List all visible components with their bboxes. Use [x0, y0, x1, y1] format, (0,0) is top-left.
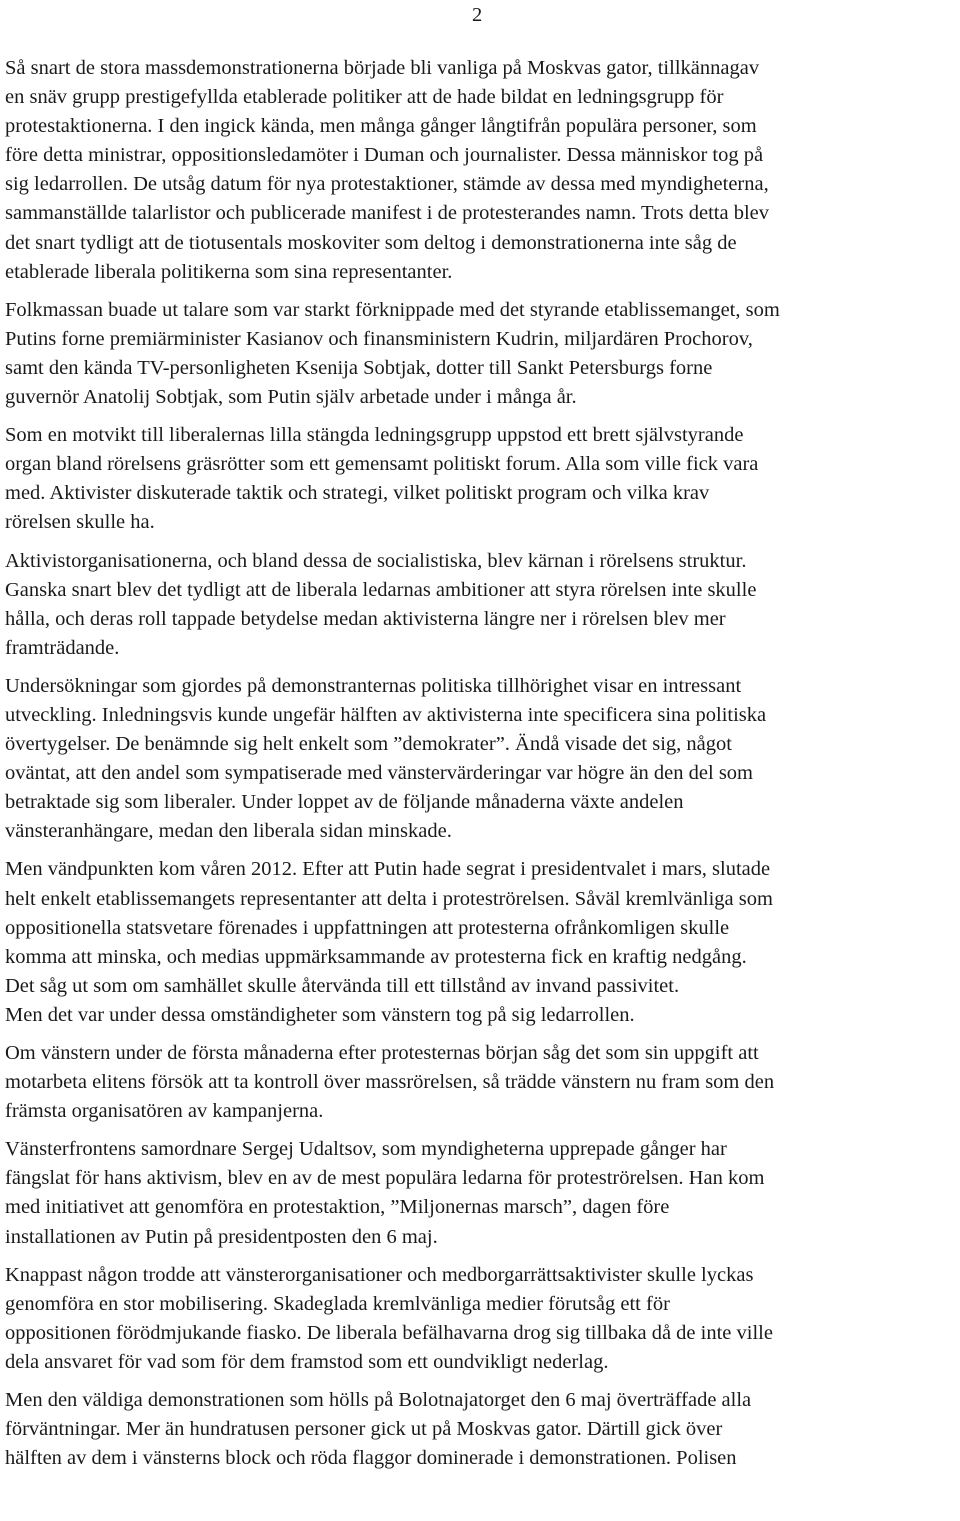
text-line: Putins forne premiärminister Kasianov och finansministern Kudrin, miljardären Prochorov,: [5, 327, 753, 350]
text-line: betraktade sig som liberaler. Under loppet av de följande månaderna växte andelen: [5, 791, 684, 814]
text-line: Så snart de stora massdemonstrationerna började bli vanliga på Moskvas gator, tillkännagav: [5, 57, 760, 79]
text-line: sammanställde talarlistor och publicerade manifest i de protesterandes namn. Trots detta blev: [5, 202, 769, 225]
text-line: Vänsterfrontens samordnare Sergej Udaltsov, som myndigheterna upprepade gånger har: [5, 1138, 727, 1161]
paragraph: [5, 1039, 950, 1126]
text-line: Undersökningar som gjordes på demonstranternas politiska tillhörighet visar en intressant: [5, 674, 742, 697]
text-line: Men det var under dessa omständigheter som vänstern tog på sig ledarrollen.: [5, 1003, 635, 1026]
paragraph: [5, 1135, 950, 1251]
text-line: oppositionella statsvetare förenades i uppfattningen att protesterna ofrånkomligen skulle: [5, 916, 730, 939]
text-line: Om vänstern under de första månaderna efter protesternas början såg det som sin uppgift att: [5, 1042, 759, 1064]
text-line: dela ansvaret för vad som för dem framstod som ett oundvikligt nederlag.: [5, 1350, 609, 1373]
text-line: Aktivistorganisationerna, och bland dessa de socialistiska, blev kärnan i rörelsens struktur.: [5, 549, 747, 572]
text-line: framträdande.: [5, 636, 120, 659]
text-line: Ganska snart blev det tydligt att de liberala ledarnas ambitioner att styra rörelsen inte skulle: [5, 578, 757, 601]
body-text: [5, 54, 950, 1482]
text-line: oppositionen förödmjukande fiasko. De liberala befälhavarna drog sig tillbaka då de inte ville: [5, 1321, 773, 1344]
text-line: organ bland rörelsens gräsrötter som ett gemensamt politiskt forum. Alla som ville fick vara: [5, 453, 759, 476]
text-line: etablerade liberala politikerna som sina representanter.: [5, 260, 453, 283]
text-line: vänsteranhängare, medan den liberala sidan minskade.: [5, 820, 452, 843]
text-line: helt enkelt etablissemangets representanter att delta i proteströrelsen. Såväl kremlvänliga som: [5, 887, 773, 910]
page-number: 2: [472, 4, 483, 26]
text-line: övertygelser. De benämnde sig helt enkelt som ”demokrater”. Ändå visade det sig, något: [5, 733, 732, 756]
text-line: fängslat för hans aktivism, blev en av de mest populära ledarna för proteströrelsen. Han kom: [5, 1167, 765, 1190]
text-line: hålla, och deras roll tappade betydelse medan aktivisterna längre ner i rörelsen blev mer: [5, 607, 726, 630]
text-line: installationen av Putin på presidentposten den 6 maj.: [5, 1225, 438, 1248]
text-line: med initiativet att genomföra en protestaktion, ”Miljonernas marsch”, dagen före: [5, 1196, 670, 1219]
text-line: guvernör Anatolij Sobtjak, som Putin själv arbetade under i många år.: [5, 386, 577, 409]
text-line: en snäv grupp prestigefyllda etablerade politiker att de hade bildat en ledningsgrupp för: [5, 86, 724, 109]
text-line: protestaktionerna. I den ingick kända, men många gånger långtifrån populära personer, som: [5, 115, 757, 138]
paragraph: [5, 296, 950, 412]
text-line: genomföra en stor mobilisering. Skadeglada kremlvänliga medier förutsåg ett för: [5, 1292, 670, 1315]
text-line: komma att minska, och medias uppmärksammande av protesterna fick en kraftig nedgång.: [5, 945, 747, 968]
paragraph: [5, 1386, 950, 1473]
text-line: Folkmassan buade ut talare som var starkt förknippade med det styrande etablissemanget, som: [5, 298, 780, 321]
text-line: det snart tydligt att de tiotusentals moskoviter som deltog i demonstrationerna inte såg de: [5, 231, 737, 254]
paragraph: [5, 855, 950, 1030]
paragraph: [5, 672, 950, 847]
text-line: Det såg ut som om samhället skulle återvända till ett tillstånd av invand passivitet.: [5, 974, 680, 997]
text-line: Men vändpunkten kom våren 2012. Efter att Putin hade segrat i presidentvalet i mars, slutade: [5, 858, 771, 881]
paragraph: [5, 547, 950, 663]
paragraph: [5, 1261, 950, 1377]
text-line: före detta ministrar, oppositionsledamöter i Duman och journalister. Dessa människor tog på: [5, 144, 764, 167]
text-line: motarbeta elitens försök att ta kontroll över massrörelsen, så trädde vänstern nu fram som den: [5, 1071, 775, 1094]
text-line: rörelsen skulle ha.: [5, 511, 155, 534]
text-line: sig ledarrollen. De utsåg datum för nya protestaktioner, stämde av dessa med myndigheterna,: [5, 173, 769, 196]
text-line: oväntat, att den andel som sympatiserade med vänstervärderingar var högre än den del som: [5, 762, 753, 785]
text-line: med. Aktivister diskuterade taktik och strategi, vilket politiskt program och vilka krav: [5, 482, 710, 505]
text-line: Knappast någon trodde att vänsterorganisationer och medborgarrättsaktivister skulle lyckas: [5, 1263, 754, 1286]
text-line: främsta organisatören av kampanjerna.: [5, 1100, 324, 1123]
text-line: samt den kända TV-personligheten Ksenija Sobtjak, dotter till Sankt Petersburgs forne: [5, 356, 713, 379]
text-line: utveckling. Inledningsvis kunde ungefär hälften av aktivisterna inte specificera sina politiska: [5, 703, 767, 726]
text-line: förväntningar. Mer än hundratusen personer gick ut på Moskvas gator. Därtill gick över: [5, 1418, 723, 1441]
paragraph: [5, 421, 950, 537]
text-line: Men den väldiga demonstrationen som hölls på Bolotnajatorget den 6 maj överträffade alla: [5, 1389, 752, 1412]
paragraph: [5, 54, 950, 287]
text-line: hälften av dem i vänsterns block och röda flaggor dominerade i demonstrationen. Polisen: [5, 1447, 737, 1470]
text-line: Som en motvikt till liberalernas lilla stängda ledningsgrupp uppstod ett brett självstyrande: [5, 424, 744, 447]
